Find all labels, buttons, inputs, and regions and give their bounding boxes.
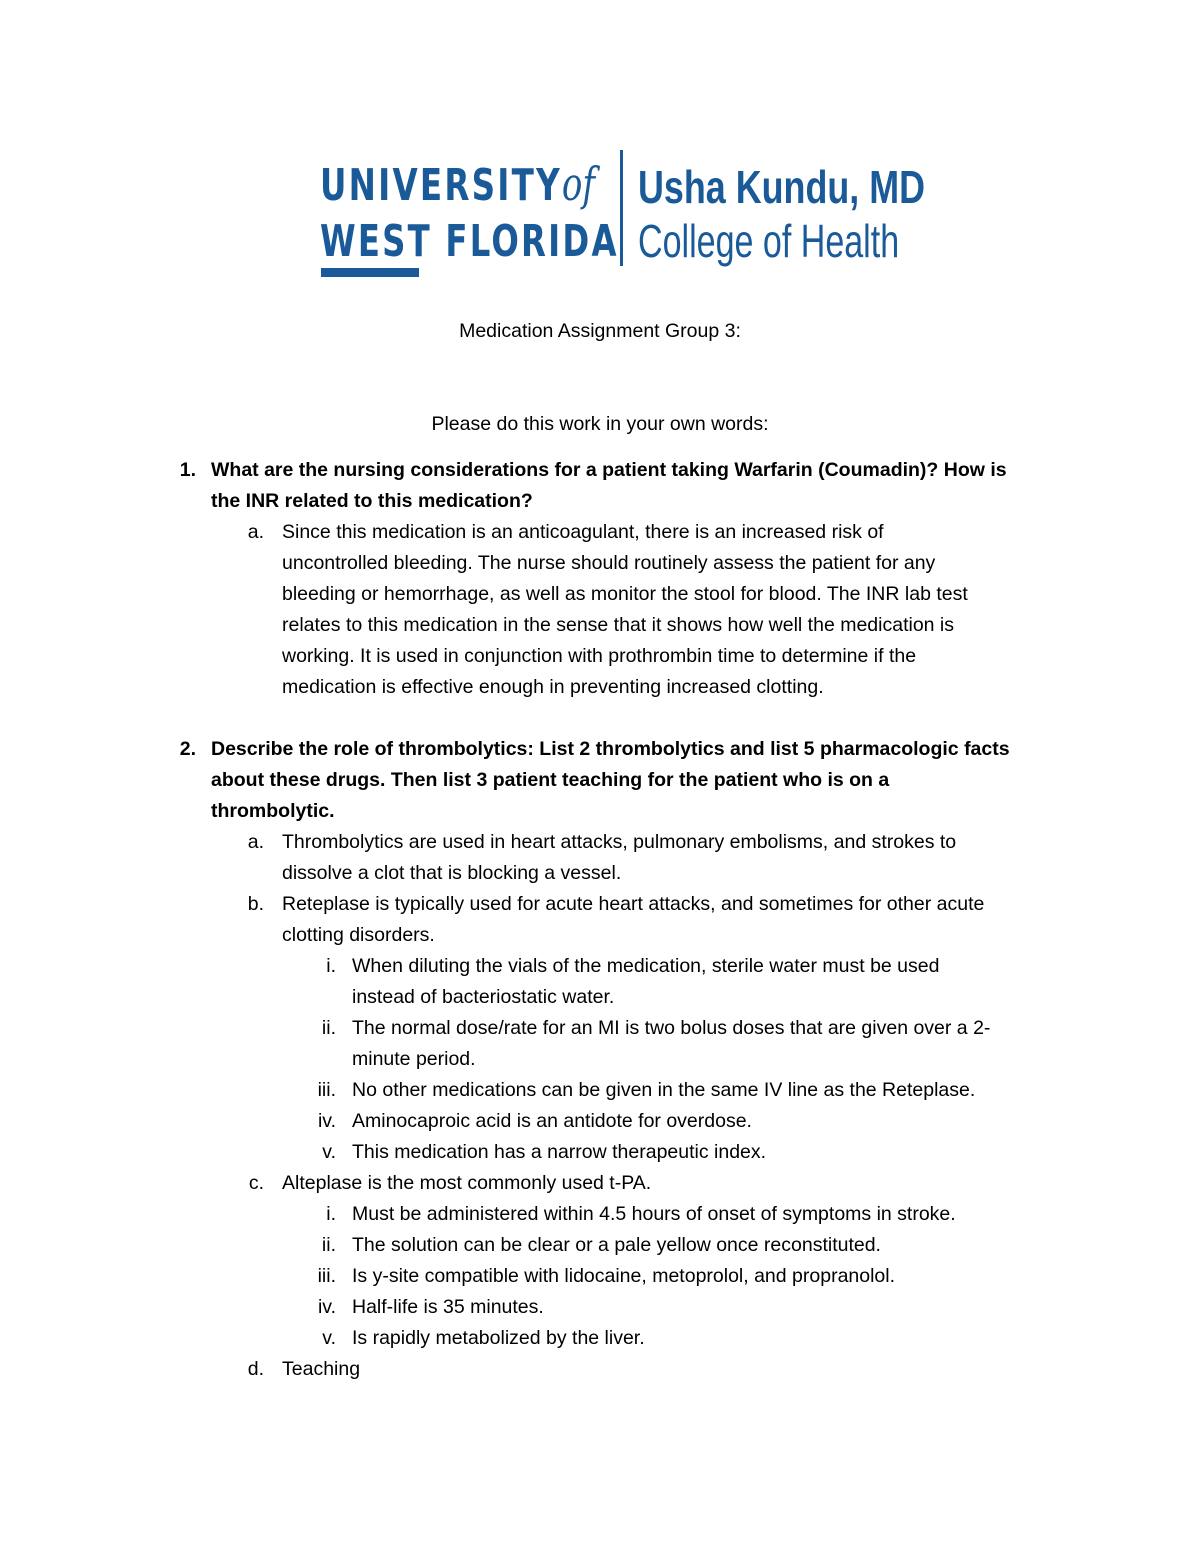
answer-marker: a. <box>247 831 264 853</box>
fact-line <box>0 1075 1200 1106</box>
college-wordmark <box>638 161 926 267</box>
question-text: the INR related to this medication? <box>211 490 533 512</box>
fact-text: instead of bacteriostatic water. <box>352 986 615 1008</box>
fact-text: The solution can be clear or a pale yellow once reconstituted. <box>352 1234 881 1256</box>
answer-line <box>0 641 1200 672</box>
logo-college-name: College of Health <box>638 215 900 267</box>
answer-text: Alteplase is the most commonly used t-PA. <box>282 1172 652 1194</box>
question-text: What are the nursing considerations for a patient taking Warfarin (Coumadin)? How is <box>211 459 1007 481</box>
answer-marker: c. <box>248 1172 264 1194</box>
answer-text: Thrombolytics are used in heart attacks, pulmonary embolisms, and strokes to <box>282 831 957 853</box>
answer-text: clotting disorders. <box>282 924 435 946</box>
answer-line <box>0 579 1200 610</box>
fact-line <box>0 1261 1200 1292</box>
answer-line <box>0 827 1200 858</box>
answer-text: uncontrolled bleeding. The nurse should routinely assess the patient for any <box>282 552 936 574</box>
question-line <box>0 796 1200 827</box>
answer-text: Teaching <box>282 1358 361 1380</box>
fact-text: This medication has a narrow therapeutic index. <box>352 1141 767 1163</box>
fact-line <box>0 1292 1200 1323</box>
fact-marker: iv. <box>317 1110 336 1132</box>
fact-text: Is y-site compatible with lidocaine, metoprolol, and propranolol. <box>352 1265 896 1287</box>
logo-person-name: Usha Kundu, MD <box>638 161 926 213</box>
fact-line <box>0 1199 1200 1230</box>
university-logo <box>320 150 926 282</box>
question-2 <box>0 734 1200 1385</box>
answer-line <box>0 889 1200 920</box>
fact-line <box>0 951 1200 982</box>
fact-marker: v. <box>322 1141 336 1163</box>
answer-line <box>0 610 1200 641</box>
fact-marker: ii. <box>321 1234 336 1256</box>
fact-marker: iii. <box>317 1079 336 1101</box>
question-1 <box>0 455 1200 703</box>
answer-text: dissolve a clot that is blocking a vessel. <box>282 862 622 884</box>
fact-text: minute period. <box>352 1048 476 1070</box>
fact-marker: ii. <box>321 1017 336 1039</box>
fact-marker: iii. <box>317 1265 336 1287</box>
question-line <box>0 765 1200 796</box>
question-line <box>0 486 1200 517</box>
fact-line <box>0 1044 1200 1075</box>
logo-west-florida-line: WEST FLORIDA <box>320 216 619 267</box>
fact-line <box>0 1013 1200 1044</box>
answer-line <box>0 858 1200 889</box>
fact-text: No other medications can be given in the same IV line as the Reteplase. <box>352 1079 976 1101</box>
question-text: thrombolytic. <box>211 800 335 822</box>
logo-of-text: of <box>561 157 595 211</box>
answer-text: working. It is used in conjunction with prothrombin time to determine if the <box>282 645 917 667</box>
fact-line <box>0 1230 1200 1261</box>
fact-text: Must be administered within 4.5 hours of onset of symptoms in stroke. <box>352 1203 956 1225</box>
question-number: 2. <box>179 738 196 760</box>
question-line <box>0 734 1200 765</box>
answer-marker: d. <box>247 1358 264 1380</box>
question-number: 1. <box>179 459 196 481</box>
answer-text: Reteplase is typically used for acute heart attacks, and sometimes for other acute <box>282 893 985 915</box>
fact-text: Half-life is 35 minutes. <box>352 1296 544 1318</box>
fact-line <box>0 1137 1200 1168</box>
answer-line <box>0 517 1200 548</box>
answer-line <box>0 1168 1200 1199</box>
fact-marker: v. <box>322 1327 336 1349</box>
fact-line <box>0 982 1200 1013</box>
fact-marker: iv. <box>317 1296 336 1318</box>
fact-text: When diluting the vials of the medication, sterile water must be used <box>352 955 940 977</box>
university-wordmark <box>320 157 619 268</box>
answer-line <box>0 672 1200 703</box>
logo-university-line <box>320 157 595 212</box>
question-text: about these drugs. Then list 3 patient teaching for the patient who is on a <box>211 769 890 791</box>
document-title: Medication Assignment Group 3: <box>459 320 741 342</box>
answer-marker: b. <box>247 893 264 915</box>
answer-marker: a. <box>247 521 264 543</box>
answer-text: medication is effective enough in preventing increased clotting. <box>282 676 824 698</box>
answer-text: relates to this medication in the sense that it shows how well the medication is <box>282 614 955 636</box>
logo-university-text: UNIVERSITY <box>320 160 562 211</box>
question-text: Describe the role of thrombolytics: List 2 thrombolytics and list 5 pharmacologic facts <box>211 738 1010 760</box>
fact-text: Aminocaproic acid is an antidote for overdose. <box>352 1110 752 1132</box>
logo-divider <box>620 150 623 266</box>
logo-underline-bar <box>321 268 419 277</box>
fact-text: The normal dose/rate for an MI is two bolus doses that are given over a 2- <box>352 1017 991 1039</box>
answer-line <box>0 1354 1200 1385</box>
fact-line <box>0 1106 1200 1137</box>
answer-line <box>0 920 1200 951</box>
fact-marker: i. <box>326 1203 336 1225</box>
question-line <box>0 455 1200 486</box>
answer-text: Since this medication is an anticoagulant, there is an increased risk of <box>282 521 884 543</box>
fact-marker: i. <box>326 955 336 977</box>
fact-text: Is rapidly metabolized by the liver. <box>352 1327 645 1349</box>
document-instruction: Please do this work in your own words: <box>431 413 769 435</box>
answer-line <box>0 548 1200 579</box>
fact-line <box>0 1323 1200 1354</box>
answer-text: bleeding or hemorrhage, as well as monitor the stool for blood. The INR lab test <box>282 583 968 605</box>
